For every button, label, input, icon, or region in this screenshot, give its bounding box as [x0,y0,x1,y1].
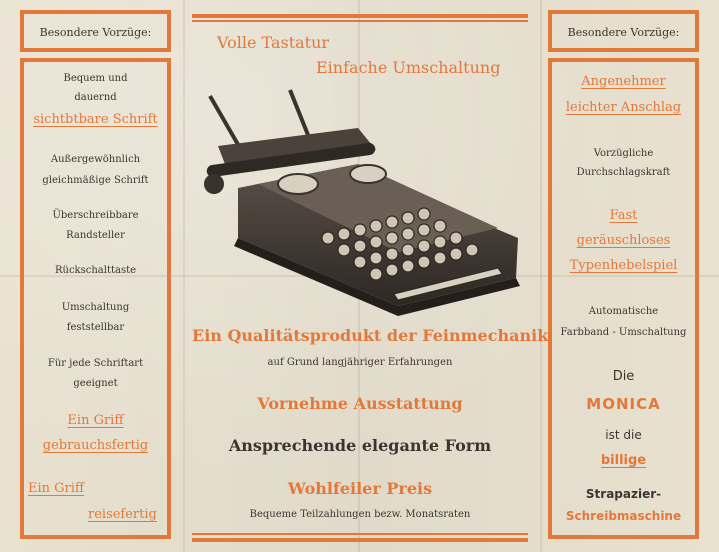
right-feature-2b: Durchschlagskraft [576,167,671,178]
left-feature-6b: geeignet [73,378,118,389]
right-feature-3b: geräuschloses [576,233,671,248]
headline-full-keyboard: Volle Tastatur [217,33,330,52]
left-feature-6a: Für jede Schriftart [47,358,144,369]
left-feature-2b: gleichmäßige Schrift [42,175,149,186]
left-feature-5b: feststellbar [66,322,125,333]
right-bottom-border [548,535,699,539]
form-line: Ansprechende elegante Form [228,436,492,455]
left-feature-1c: sichtbtbare Schrift [33,112,158,127]
right-the: Die [612,369,635,384]
right-feature-4a: Automatische [588,306,659,317]
left-header: Besondere Vorzüge: [39,26,152,39]
center-bottom-border-thin [192,533,528,535]
left-body-top-border [20,58,171,62]
left-feature-2a: Außergewöhnlich [50,154,141,165]
right-header: Besondere Vorzüge: [567,26,680,39]
headline-simple-shift: Einfache Umschaltung [316,58,501,77]
right-body-top-border [548,58,699,62]
left-bottom-border [20,535,171,539]
price-line: Wohlfeiler Preis [287,479,433,498]
left-body-frame [20,58,171,538]
quality-headline: Ein Qualitätsprodukt der Feinmechanik [192,326,549,345]
left-feature-3b: Randsteller [66,230,125,241]
right-brand: MONICA [586,395,661,413]
right-strap: Strapazier- [585,487,662,501]
center-top-border [192,14,528,18]
right-feature-1b: leichter Anschlag [565,100,682,115]
left-feature-4: Rückschalttaste [54,265,137,276]
left-feature-7b: gebrauchsfertig [42,438,149,453]
left-feature-5a: Umschaltung [61,302,130,313]
experience-line: auf Grund langjähriger Erfahrungen [267,357,453,368]
right-feature-3c: Typenhebelspiel [569,258,678,273]
installments-line: Bequeme Teilzahlungen bezw. Monatsraten [249,509,471,520]
right-header-border [548,48,699,52]
left-feature-8a: Ein Griff [28,481,85,496]
left-feature-8b: reisefertig [88,507,157,522]
right-feature-1a: Angenehmer [581,74,666,89]
right-cheap: billige [600,453,647,468]
typewriter-illustration [198,88,538,318]
right-feature-2a: Vorzügliche [593,148,654,159]
left-feature-3a: Überschreibbare [52,210,139,221]
center-top-border-thin [192,20,528,22]
left-feature-1b: dauernd [74,92,117,103]
center-bottom-border [192,538,528,542]
left-header-border [20,48,171,52]
finish-line: Vornehme Ausstattung [257,394,463,413]
left-feature-1a: Bequem und [63,73,128,84]
right-is-the: ist die [605,428,642,442]
right-feature-3a: Fast [609,208,638,223]
left-feature-7a: Ein Griff [67,413,124,428]
right-machine: Schreibmaschine [565,509,682,523]
right-feature-4b: Farbband - Umschaltung [560,327,687,338]
